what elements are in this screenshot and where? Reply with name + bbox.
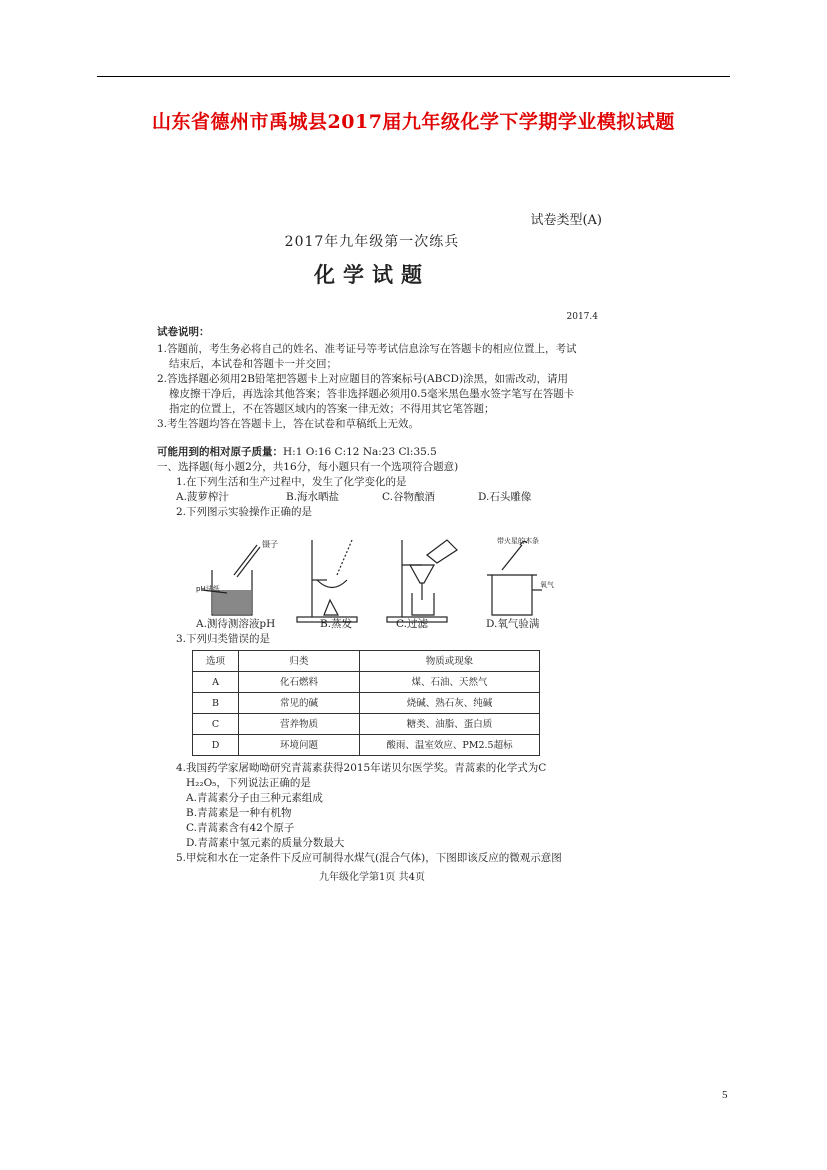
table-cell: 烧碱、熟石灰、纯碱 [360, 693, 540, 714]
q2-option-d: D.氧气验满 [486, 618, 540, 630]
lab-apparatus-illustration [196, 535, 582, 625]
q4-option-d: D.青蒿素中氢元素的质量分数最大 [186, 837, 345, 849]
notes-title: 试卷说明： [157, 326, 210, 338]
table-cell: 酸雨、温室效应、PM2.5超标 [360, 735, 540, 756]
table-row [193, 672, 540, 693]
exam-date: 2017.4 [566, 312, 598, 322]
q1-option-a: A.菠萝榨汁 [176, 491, 229, 503]
filtration-drawing [387, 540, 457, 622]
scanned-exam-page [152, 205, 602, 895]
question-5-stem: 5.甲烷和水在一定条件下反应可制得水煤气(混合气体)，下图即该反应的微观示意图 [176, 852, 562, 864]
table-header-row [193, 651, 540, 672]
table-cell: D [193, 735, 239, 756]
note-line: 橡皮擦干净后，再选涂其他答案；答非选择题必须用0.5毫米黑色墨水签字笔写在答题卡 [169, 388, 575, 400]
table-cell: 环境问题 [239, 735, 360, 756]
q1-option-d: D.石头雕像 [478, 491, 532, 503]
table-header: 选项 [193, 651, 239, 672]
paper-type: 试卷类型(A) [530, 213, 602, 228]
note-line: 3.考生答题均答在答题卡上，答在试卷和草稿纸上无效。 [157, 418, 420, 430]
oxygen-test-drawing [487, 541, 542, 615]
atomic-masses [157, 445, 437, 460]
table-header: 归类 [239, 651, 360, 672]
evaporation-drawing [297, 540, 357, 622]
table-cell: A [193, 672, 239, 693]
question-4-stem-line2: H₂₂O₅，下列说法正确的是 [186, 777, 311, 789]
q2-option-c: C.过滤 [396, 618, 428, 630]
classification-table [192, 650, 540, 756]
splint-label: 带火星的木条 [497, 537, 539, 545]
table-header: 物质或现象 [360, 651, 540, 672]
table-cell: 营养物质 [239, 714, 360, 735]
table-cell: 化石燃料 [239, 672, 360, 693]
atomic-values: H:1 O:16 C:12 Na:23 Cl:35.5 [283, 446, 437, 458]
question-3-stem: 3.下列归类错误的是 [176, 633, 271, 645]
q1-option-b: B.海水晒盐 [286, 491, 340, 503]
header-rule [97, 76, 730, 77]
q4-option-c: C.青蒿素含有42个原子 [186, 822, 295, 834]
q2-option-b: B.蒸发 [320, 618, 353, 630]
table-cell: 煤、石油、天然气 [360, 672, 540, 693]
note-line: 指定的位置上，不在答题区域内的答案一律无效；不得用其它笔答题； [169, 403, 495, 415]
atomic-label: 可能用到的相对原子质量： [157, 446, 283, 458]
question-2-stem: 2.下列图示实验操作正确的是 [176, 506, 313, 518]
question-1-stem: 1.在下列生活和生产过程中，发生了化学变化的是 [176, 476, 407, 488]
note-line: 2.答选择题必须用2B铅笔把答题卡上对应题目的答案标号(ABCD)涂黑，如需改动，请用 [157, 373, 569, 385]
section-heading: 一、选择题(每小题2分，共16分，每小题只有一个选项符合题意) [157, 461, 459, 473]
table-row [193, 735, 540, 756]
page-number: 5 [722, 1089, 728, 1101]
oxygen-label: 氧气 [540, 581, 554, 589]
exam-page-footer: 九年级化学第1页 共4页 [319, 872, 425, 883]
ph-paper-label: pH试纸 [196, 585, 220, 593]
note-line: 结束后，本试卷和答题卡一并交回； [169, 358, 337, 370]
table-cell: C [193, 714, 239, 735]
table-row [193, 693, 540, 714]
q4-option-b: B.青蒿素是一种有机物 [186, 807, 292, 819]
lab-operations-figure [196, 535, 582, 625]
table-cell: 糖类、油脂、蛋白质 [360, 714, 540, 735]
table-cell: B [193, 693, 239, 714]
exam-subject: 化学试题 [314, 262, 430, 287]
q1-option-c: C.谷物酿酒 [382, 491, 435, 503]
question-4-stem-line1: 4.我国药学家屠呦呦研究青蒿素获得2015年诺贝尔医学奖。青蒿素的化学式为C [176, 762, 547, 774]
note-line: 1.答题前，考生务必将自己的姓名、准考证号等考试信息涂写在答题卡的相应位置上，考试 [157, 343, 577, 355]
table-cell: 常见的碱 [239, 693, 360, 714]
table-row [193, 714, 540, 735]
q2-option-a: A.测待测溶液pH [196, 618, 276, 630]
tweezers-label: 镊子 [262, 540, 278, 549]
exam-heading: 2017年九年级第一次练兵 [284, 234, 460, 250]
q4-option-a: A.青蒿素分子由三种元素组成 [186, 792, 323, 804]
document-title: 山东省德州市禹城县2017届九年级化学下学期学业模拟试题 [152, 111, 675, 133]
beaker-ph-test-drawing [202, 545, 260, 615]
